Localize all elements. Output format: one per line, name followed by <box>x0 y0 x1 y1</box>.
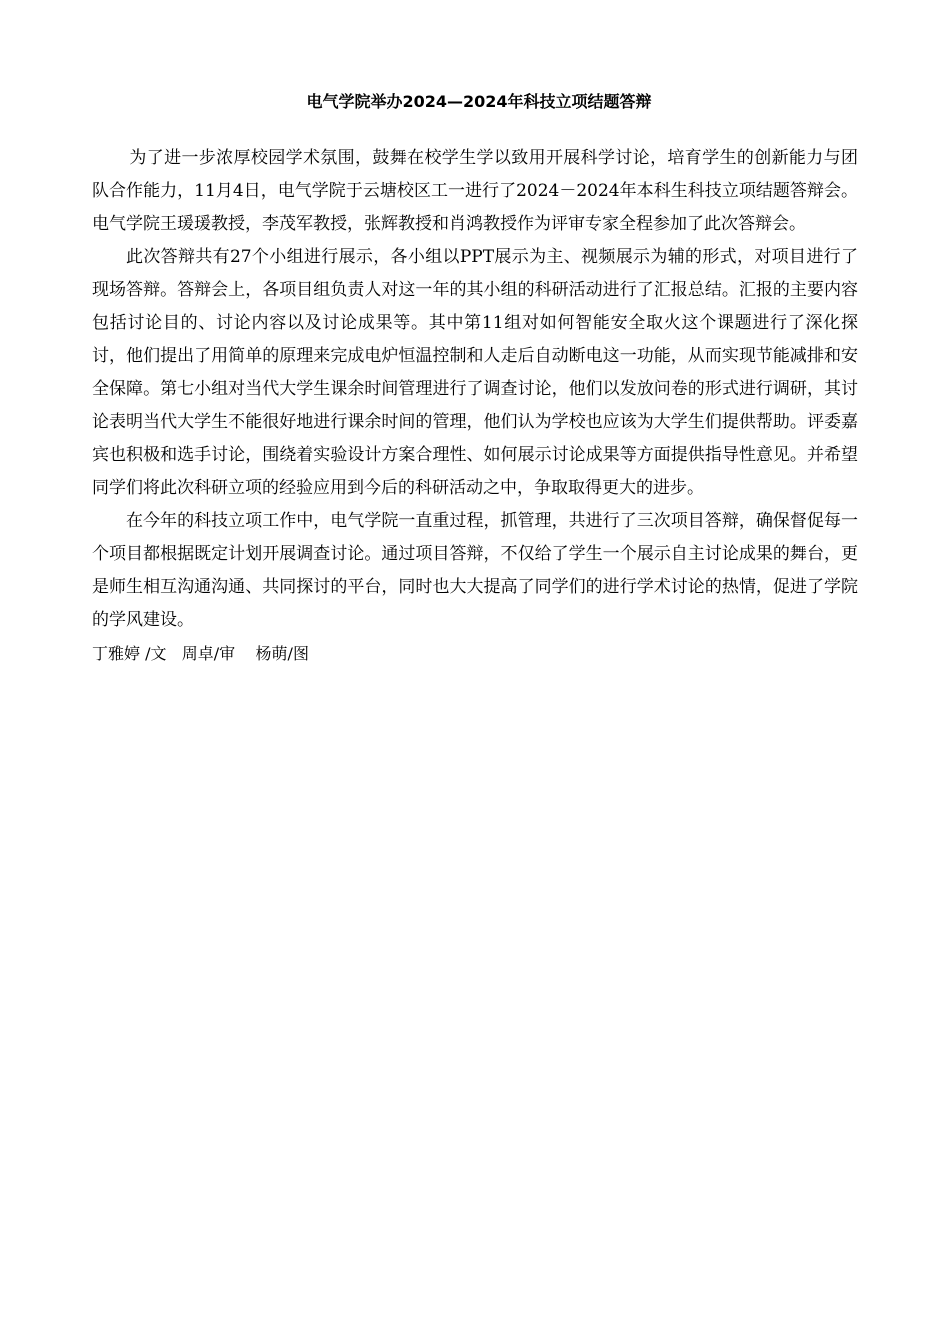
paragraph-intro: 为了进一步浓厚校园学术氛围，鼓舞在校学生学以致用开展科学讨论，培育学生的创新能力与团队合作能力，11月4日，电气学院于云塘校区工一进行了2024－2024年本科生科技立项结题答辩会。电气学院王瑗瑗教授，李茂军教授，张辉教授和肖鸿教授作为评审专家全程参加了此次答辩会。 <box>92 148 858 234</box>
reviewer-role: /审 <box>213 644 236 663</box>
writer-role: /文 <box>140 644 167 663</box>
reviewer-name: 周卓 <box>181 644 214 663</box>
photographer-name: 杨萌 <box>255 644 288 663</box>
credits-line <box>92 637 858 670</box>
writer-name: 丁雅婷 <box>92 644 141 663</box>
document-title: 电气学院举办2024—2024年科技立项结题答辩 <box>306 92 652 111</box>
photographer-role: /图 <box>287 644 309 663</box>
paragraph-summary: 在今年的科技立项工作中，电气学院一直重过程，抓管理，共进行了三次项目答辩，确保督促每一个项目都根据既定计划开展调查讨论。通过项目答辩，不仅给了学生一个展示自主讨论成果的舞台，更是师生相互沟通沟通、共同探讨的平台，同时也大大提高了同学们的进行学术讨论的热情，促进了学院的学风建设。 <box>92 511 858 630</box>
paragraph-defense: 此次答辩共有27个小组进行展示，各小组以PPT展示为主、视频展示为辅的形式，对项目进行了现场答辩。答辩会上，各项目组负责人对这一年的其小组的科研活动进行了汇报总结。汇报的主要内容包括讨论目的、讨论内容以及讨论成果等。其中第11组对如何智能安全取火这个课题进行了深化探讨，他们提出了用简单的原理来完成电炉恒温控制和人走后自动断电这一功能，从而实现节能减排和安全保障。第七小组对当代大学生课余时间管理进行了调查讨论，他们以发放问卷的形式进行调研，其讨论表明当代大学生不能很好地进行课余时间的管理，他们认为学校也应该为大学生们提供帮助。评委嘉宾也积极和选手讨论，围绕着实验设计方案合理性、如何展示讨论成果等方面提供指导性意见。并希望同学们将此次科研立项的经验应用到今后的科研活动之中，争取取得更大的进步。 <box>92 247 858 498</box>
